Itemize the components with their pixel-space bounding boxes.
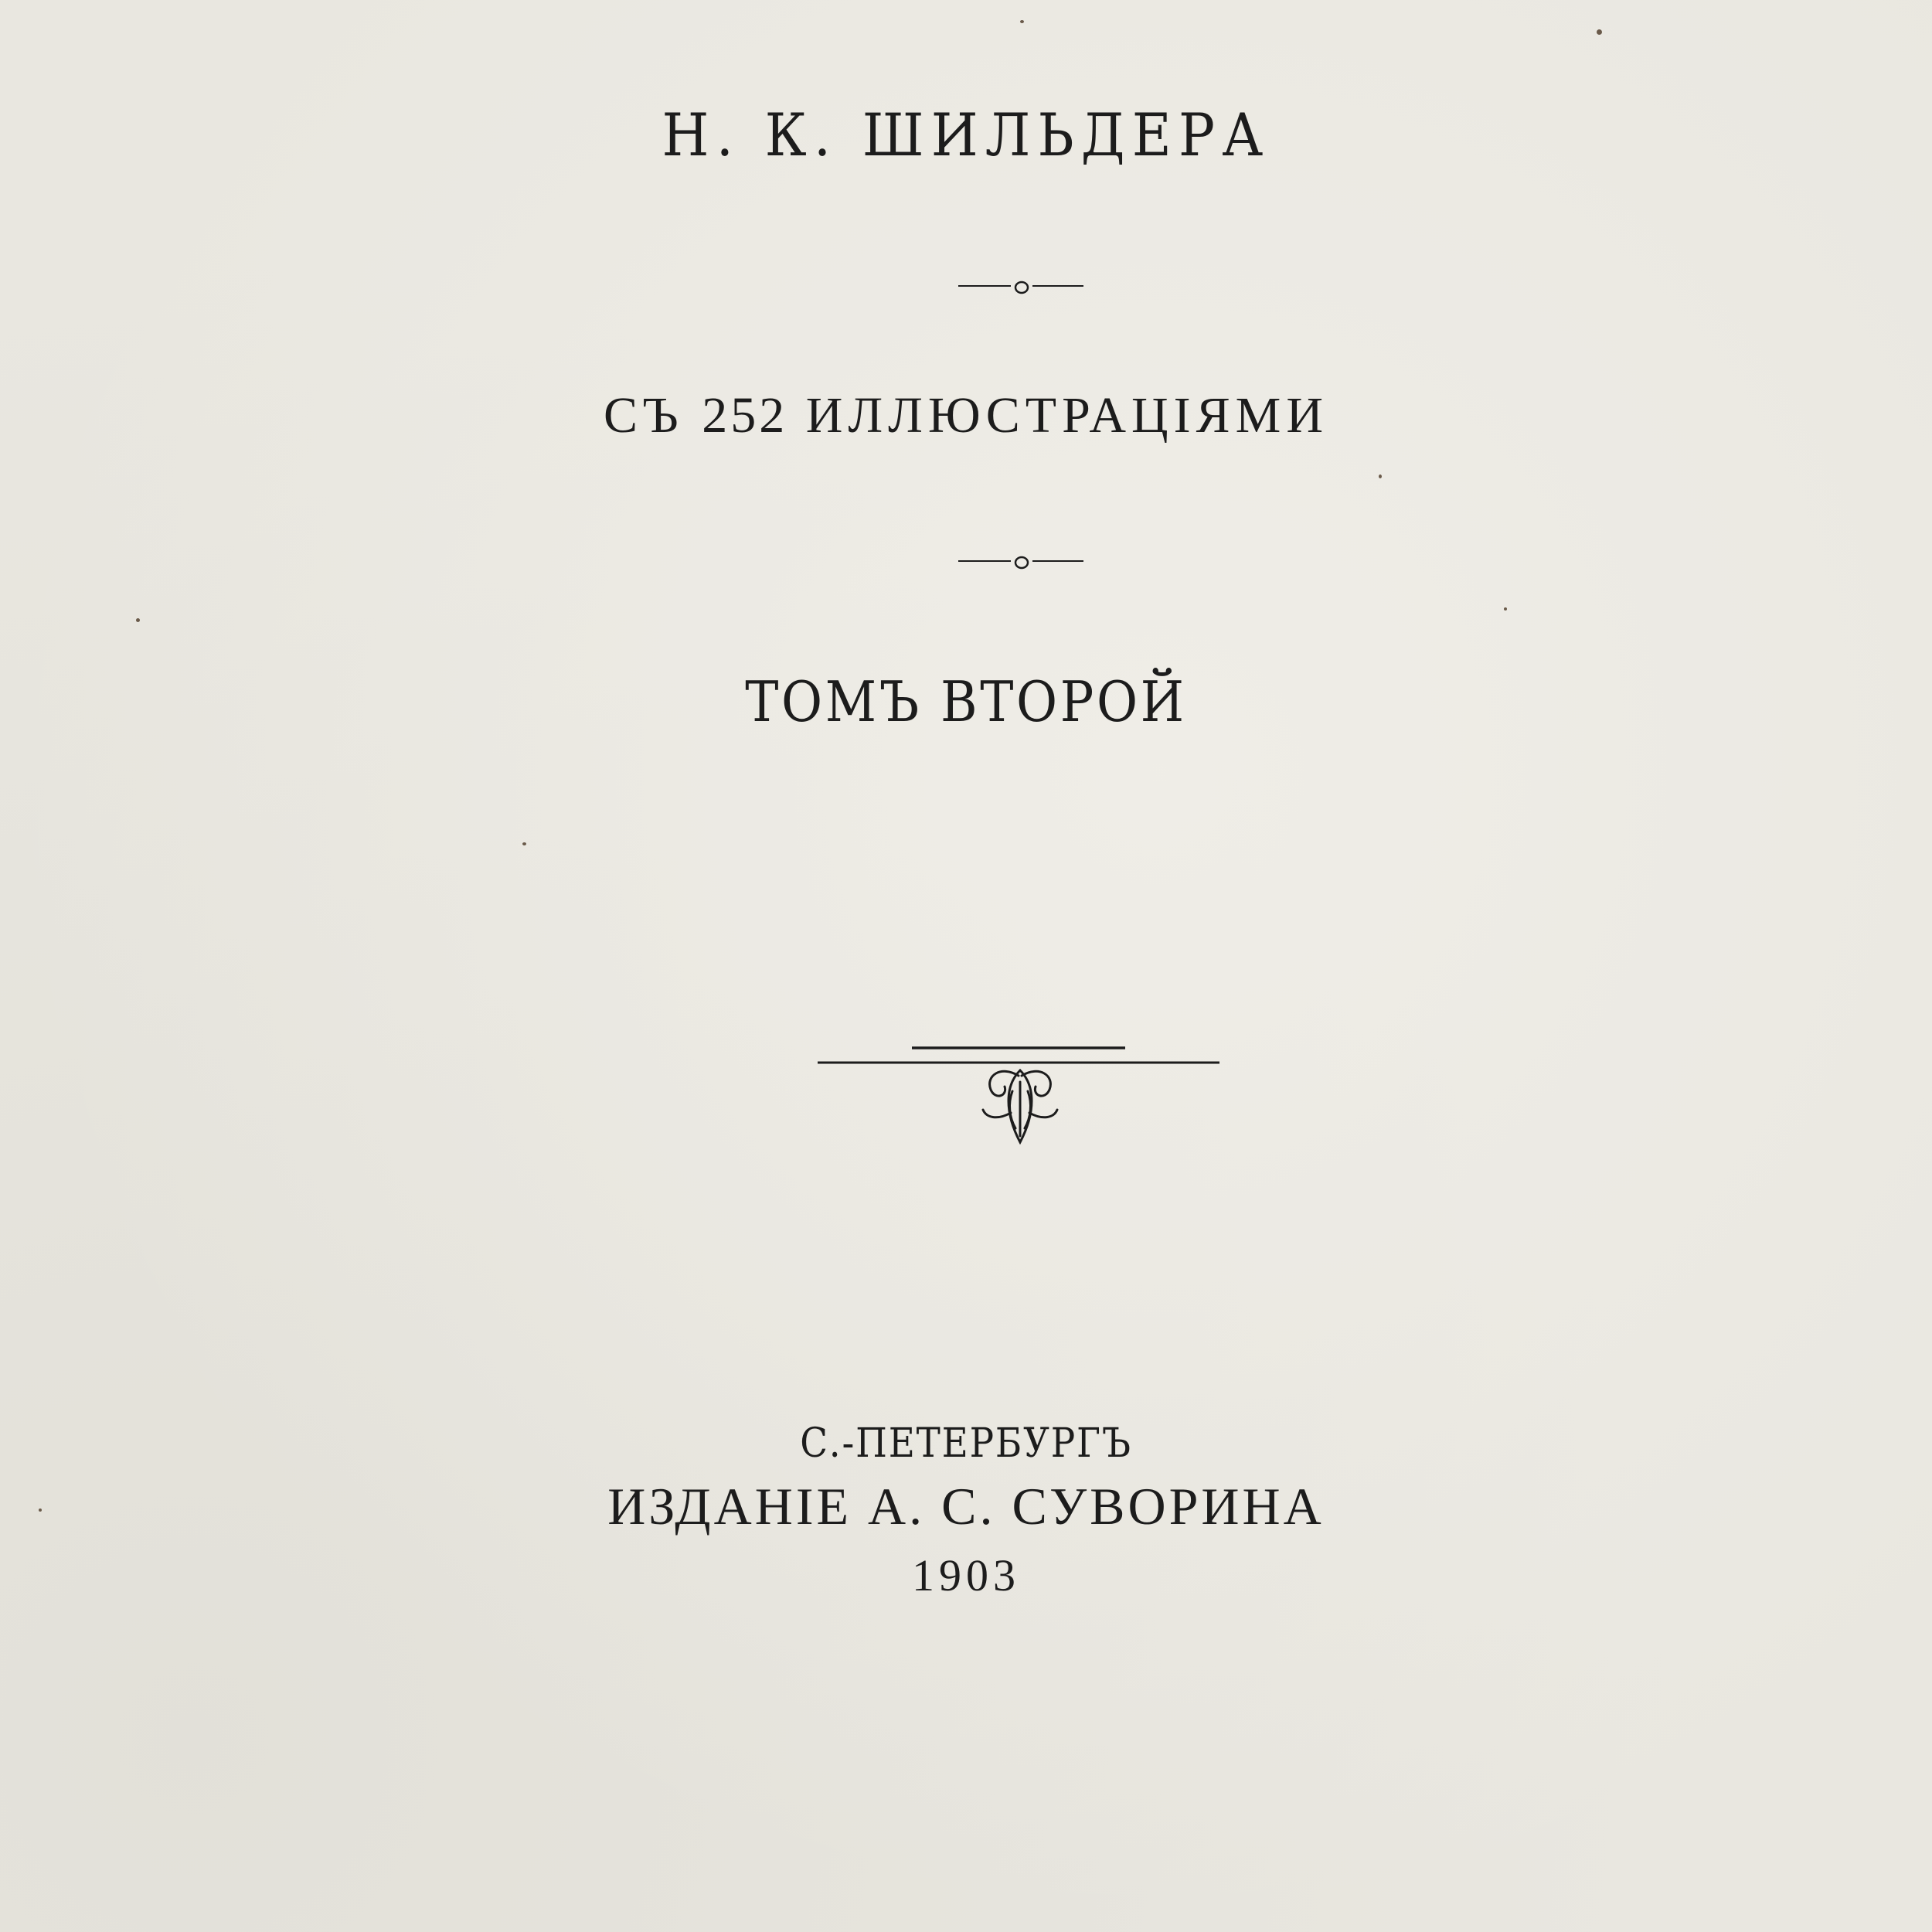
illustrations-prefix: СЪ — [603, 387, 684, 444]
fleuron-icon — [983, 1070, 1057, 1142]
publication-city: С.-ПЕТЕРБУРГЪ — [800, 1420, 1132, 1467]
volume-title: ТОМЪ ВТОРОЙ — [745, 669, 1187, 734]
publication-year: 1903 — [912, 1550, 1020, 1600]
illustrations-suffix: ИЛЛЮСТРАЦІЯМИ — [805, 387, 1329, 444]
paper-speck — [39, 1509, 42, 1512]
paper-speck — [1504, 607, 1507, 611]
publisher-line: ИЗДАНІЕ А. С. СУВОРИНА — [607, 1477, 1325, 1536]
paper-speck — [522, 842, 526, 845]
illustrations-count: 252 — [702, 387, 788, 444]
paper-speck — [1379, 474, 1382, 478]
paper-speck — [1597, 29, 1602, 35]
author-name: Н. К. ШИЛЬДЕРА — [662, 100, 1270, 169]
illustrations-line — [0, 386, 1932, 445]
paper-speck — [1020, 20, 1024, 23]
paper-speck — [136, 618, 140, 622]
